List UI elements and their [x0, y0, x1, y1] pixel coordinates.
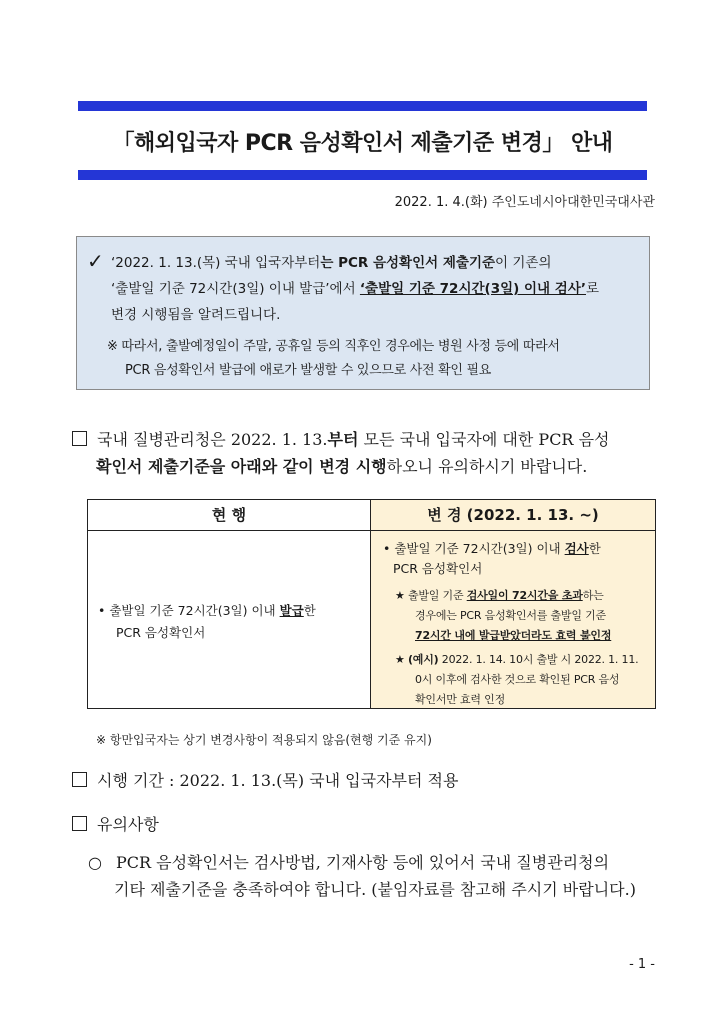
- check-icon: ✓: [87, 249, 104, 273]
- table-header-change: 변 경 (2022. 1. 13. ~): [371, 500, 655, 531]
- summary-emphasis: 는 PCR 음성확인서 제출기준: [320, 255, 496, 271]
- notes-heading-text: 유의사항: [97, 815, 159, 834]
- star-note-2-line-1: [395, 651, 638, 667]
- checkbox-bullet-icon: [72, 772, 87, 787]
- summary-note-2: PCR 음성확인서 발급에 애로가 발생할 수 있으므로 사전 확인 필요: [125, 363, 491, 378]
- example-label: (예시): [407, 653, 439, 666]
- intro-text: 모든 국내 입국자에 대한 PCR 음성: [358, 430, 610, 449]
- page-number: - 1 -: [629, 957, 655, 972]
- summary-new-criterion: ‘출발일 기준 72시간(3일) 이내 검사’: [359, 281, 586, 297]
- star-note-2-line-3: 확인서만 효력 인정: [415, 693, 506, 706]
- change-text: • 출발일 기준 72시간(3일) 이내: [383, 541, 565, 556]
- star-note-1-line-1: [395, 587, 604, 603]
- summary-date: ‘2022. 1. 13.(목) 국내 입국자부터: [111, 255, 321, 271]
- notes-line-2: 기타 제출기준을 충족하여야 합니다. (붙임자료를 참고해 주시기 바랍니다.): [114, 880, 636, 899]
- summary-line-3: 변경 시행됨을 알려드립니다.: [111, 307, 281, 323]
- period-text: 시행 기간 : 2022. 1. 13.(목) 국내 입국자부터 적용: [97, 771, 459, 790]
- summary-old-criterion: ‘출발일 기준 72시간(3일) 이내 발급’에서: [111, 281, 360, 297]
- summary-box: [76, 236, 650, 390]
- circle-bullet-icon: ○: [88, 853, 102, 872]
- star-text: 하는: [582, 589, 604, 602]
- star-note-2-line-2: 0시 이후에 검사한 것으로 확인된 PCR 음성: [415, 673, 620, 686]
- checkbox-bullet-icon: [72, 816, 87, 831]
- change-emphasis: 검사: [564, 541, 589, 556]
- change-text: 한: [588, 541, 601, 556]
- dateline: 2022. 1. 4.(화) 주인도네시아대한민국대사관: [394, 195, 655, 210]
- change-table: [87, 499, 656, 709]
- summary-text: 로: [586, 281, 600, 297]
- intro-emphasis: 부터: [327, 430, 359, 449]
- bottom-rule: [78, 170, 647, 180]
- period-line: [72, 768, 458, 791]
- current-line-2: PCR 음성확인서: [116, 625, 206, 640]
- intro-text: 하오니 유의하시기 바랍니다.: [386, 457, 588, 476]
- table-header-current: 현 행: [88, 500, 371, 531]
- notes-text: PCR 음성확인서는 검사방법, 기재사항 등에 있어서 국내 질병관리청의: [115, 853, 610, 872]
- star-note-1-line-3: 72시간 내에 발급받았더라도 효력 불인정: [415, 629, 612, 642]
- current-text: • 출발일 기준 72시간(3일) 이내: [98, 603, 280, 618]
- summary-note-1: ※ 따라서, 출발예정일이 주말, 공휴일 등의 직후인 경우에는 병원 사정 등에 따라서: [107, 339, 560, 354]
- intro-line-2: [96, 454, 587, 477]
- table-cell-current: [88, 531, 371, 708]
- intro-text: 국내 질병관리청은 2022. 1. 13.: [97, 430, 328, 449]
- table-cell-change: [371, 531, 655, 708]
- change-line-2: PCR 음성확인서: [393, 561, 483, 576]
- summary-text: 이 기존의: [495, 255, 552, 271]
- intro-emphasis: 확인서 제출기준을 아래와 같이 변경 시행: [96, 457, 387, 476]
- summary-line-2: [111, 277, 599, 297]
- notes-line-1: [88, 850, 609, 873]
- star-text: 2022. 1. 14. 10시 출발 시 2022. 1. 11.: [438, 653, 639, 666]
- change-line-1: [383, 539, 601, 557]
- current-text: 한: [303, 603, 316, 618]
- star-note-1-line-2: 경우에는 PCR 음성확인서를 출발일 기준: [415, 609, 606, 622]
- star-text: ★ 출발일 기준: [395, 589, 467, 602]
- star-text: ★: [395, 653, 408, 666]
- summary-line-1: [111, 251, 552, 271]
- page-title: 「해외입국자 PCR 음성확인서 제출기준 변경」 안내: [112, 131, 613, 156]
- checkbox-bullet-icon: [72, 431, 87, 446]
- current-emphasis: 발급: [279, 603, 304, 618]
- footnote: ※ 항만입국자는 상기 변경사항이 적용되지 않음(현행 기준 유지): [96, 733, 432, 747]
- notes-heading: [72, 812, 159, 835]
- star-emphasis: 검사일이 72시간을 초과: [466, 589, 583, 602]
- top-rule: [78, 101, 647, 111]
- intro-line-1: [72, 427, 609, 450]
- current-line-1: [98, 601, 316, 619]
